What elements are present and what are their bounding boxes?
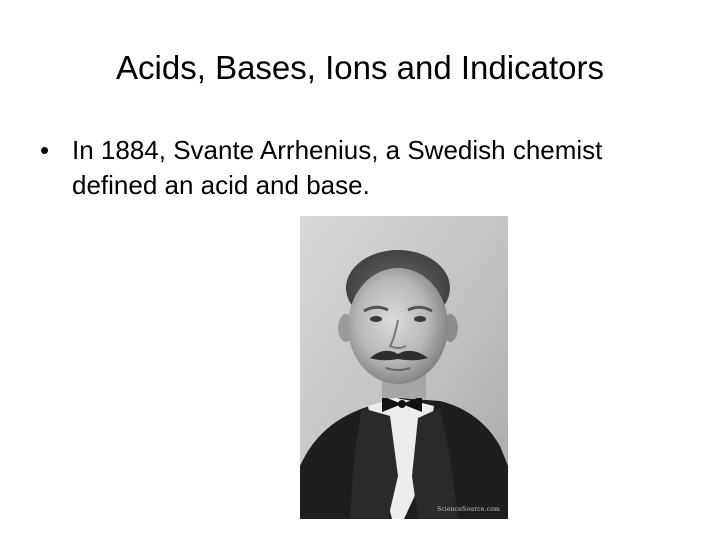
bullet-text: In 1884, Svante Arrhenius, a Swedish chemist defined an acid and base. xyxy=(72,135,603,200)
portrait-photo-icon xyxy=(300,216,508,519)
bullet-marker: • xyxy=(40,135,50,165)
photo-credit: ScienceSource.com xyxy=(436,506,500,513)
bullet-item xyxy=(40,133,680,203)
portrait-photo xyxy=(300,216,508,519)
slide-title: Acids, Bases, Ions and Indicators xyxy=(116,49,604,86)
bullet-list xyxy=(40,133,680,203)
